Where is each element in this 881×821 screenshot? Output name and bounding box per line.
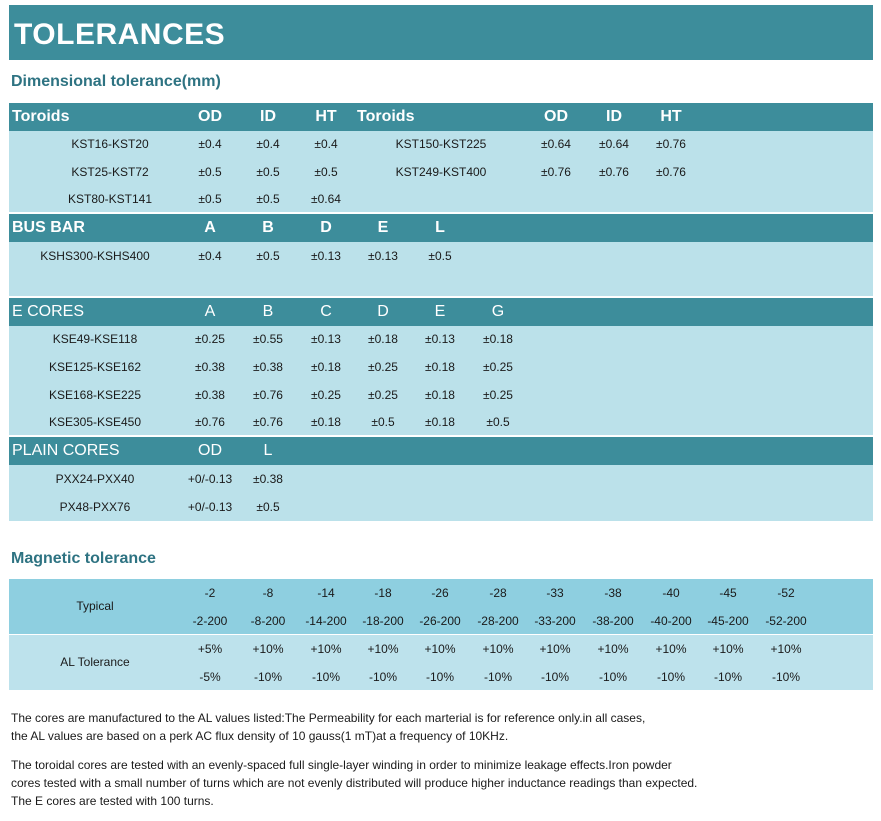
table-cell: -10%: [713, 670, 743, 684]
table-cell: -10%: [425, 670, 455, 684]
table-cell: -52-200: [765, 614, 807, 628]
table-cell: ±0.38: [195, 360, 225, 374]
table-cell: ±0.25: [483, 388, 513, 402]
table-cell: ±0.5: [256, 165, 280, 179]
plain-label: PLAIN CORES: [12, 442, 120, 459]
table-cell: ±0.76: [541, 165, 571, 179]
table-cell: +10%: [655, 642, 687, 656]
ecores-col-b: B: [262, 303, 274, 320]
table-cell: -26-200: [419, 614, 461, 628]
busbar-label: BUS BAR: [12, 219, 85, 236]
table-cell: ±0.25: [311, 388, 341, 402]
notes-line: The toroidal cores are tested with an evenly-spaced full single-layer winding in order to minimize leakage effects.Iron powder: [11, 758, 672, 772]
table-cell: +10%: [310, 642, 342, 656]
toroids-header: [9, 103, 873, 131]
table-cell: KST249-KST400: [395, 165, 487, 179]
table-cell: ±0.4: [314, 137, 338, 151]
ecores-header: [9, 298, 873, 326]
toroids-label-left: Toroids: [12, 108, 70, 125]
table-cell: -8-200: [250, 614, 286, 628]
table-cell: -10%: [540, 670, 570, 684]
plain-body: [9, 465, 873, 521]
busbar-col-a: A: [204, 219, 216, 236]
table-cell: ±0.18: [483, 332, 513, 346]
table-cell: ±0.76: [253, 388, 283, 402]
table-cell: ±0.13: [368, 249, 398, 263]
table-cell: ±0.64: [599, 137, 629, 151]
title-banner: [9, 5, 873, 60]
ecores-col-e: E: [434, 303, 446, 320]
table-cell: KST25-KST72: [71, 165, 149, 179]
table-cell: +10%: [367, 642, 399, 656]
notes-line: The E cores are tested with 100 turns.: [11, 794, 214, 808]
table-cell: -38-200: [592, 614, 634, 628]
table-cell: -33-200: [534, 614, 576, 628]
table-cell: -26: [431, 586, 449, 600]
table-cell: ±0.5: [314, 165, 338, 179]
table-cell: -14-200: [305, 614, 347, 628]
table-cell: -10%: [483, 670, 513, 684]
table-cell: ±0.76: [599, 165, 629, 179]
table-cell: ±0.13: [311, 249, 341, 263]
toroids-col-od: OD: [198, 108, 222, 125]
ecores-col-a: A: [204, 303, 216, 320]
notes-line: The cores are manufactured to the AL values listed:The Permeability for each marterial is for reference only.in all cases,: [11, 711, 646, 725]
table-cell: -18: [374, 586, 392, 600]
table-cell: +10%: [539, 642, 571, 656]
table-cell: KSHS300-KSHS400: [40, 249, 150, 263]
busbar-body: [9, 242, 873, 296]
table-cell: -28-200: [477, 614, 519, 628]
table-cell: ±0.38: [253, 360, 283, 374]
ecores-col-d: D: [377, 303, 389, 320]
table-cell: -10%: [311, 670, 341, 684]
table-cell: ±0.76: [656, 137, 686, 151]
table-cell: -40-200: [650, 614, 692, 628]
table-cell: KST150-KST225: [395, 137, 487, 151]
table-cell: ±0.18: [368, 332, 398, 346]
table-cell: ±0.76: [195, 415, 225, 429]
ecores-label: E CORES: [12, 303, 85, 320]
busbar-col-e: E: [377, 219, 389, 236]
table-cell: ±0.76: [253, 415, 283, 429]
table-cell: ±0.55: [253, 332, 283, 346]
table-cell: -28: [489, 586, 507, 600]
table-cell: KSE49-KSE118: [52, 332, 138, 346]
table-cell: ±0.4: [198, 249, 222, 263]
toroids-col-od-right: OD: [544, 108, 568, 125]
ecores-col-c: C: [320, 303, 332, 320]
page-title: TOLERANCES: [14, 18, 226, 51]
toroids-body: [9, 131, 873, 212]
typical-row: [9, 579, 873, 634]
busbar-col-d: D: [320, 219, 332, 236]
table-cell: -38: [604, 586, 622, 600]
table-cell: ±0.18: [311, 415, 341, 429]
table-cell: +10%: [712, 642, 744, 656]
table-cell: PX48-PXX76: [59, 500, 131, 514]
plain-col-l: L: [263, 442, 273, 459]
table-cell: +0/-0.13: [187, 472, 233, 486]
notes-line: cores tested with a small number of turns which are not evenly distributed will produce higher inductance readings than expected.: [11, 776, 698, 790]
table-cell: ±0.76: [656, 165, 686, 179]
busbar-col-l: L: [435, 219, 445, 236]
toroids-col-id: ID: [260, 108, 276, 125]
table-cell: +5%: [197, 642, 223, 656]
table-cell: -10%: [253, 670, 283, 684]
table-cell: ±0.64: [541, 137, 571, 151]
plain-header: [9, 437, 873, 465]
table-cell: -2-200: [192, 614, 228, 628]
table-cell: ±0.13: [311, 332, 341, 346]
table-cell: ±0.25: [368, 360, 398, 374]
table-cell: +0/-0.13: [187, 500, 233, 514]
ecores-col-g: G: [491, 303, 505, 320]
toroids-col-ht: HT: [315, 108, 337, 125]
table-cell: -10%: [598, 670, 628, 684]
table-cell: ±0.25: [368, 388, 398, 402]
table-cell: -45-200: [707, 614, 749, 628]
table-cell: ±0.5: [256, 192, 280, 206]
table-cell: -18-200: [362, 614, 404, 628]
notes-paragraph-2: [11, 756, 697, 810]
table-cell: -45: [719, 586, 737, 600]
table-cell: ±0.5: [428, 249, 452, 263]
table-cell: KSE305-KSE450: [48, 415, 142, 429]
al-tolerance-label: AL Tolerance: [60, 655, 130, 669]
table-cell: ±0.5: [371, 415, 395, 429]
table-cell: ±0.5: [486, 415, 510, 429]
table-cell: +10%: [482, 642, 514, 656]
table-cell: -5%: [199, 670, 221, 684]
table-cell: ±0.5: [256, 249, 280, 263]
table-cell: -8: [262, 586, 274, 600]
table-cell: -52: [777, 586, 795, 600]
table-cell: ±0.18: [311, 360, 341, 374]
table-cell: +10%: [252, 642, 284, 656]
table-cell: KST80-KST141: [67, 192, 153, 206]
table-cell: +10%: [597, 642, 629, 656]
table-cell: ±0.38: [195, 388, 225, 402]
table-cell: KSE125-KSE162: [48, 360, 142, 374]
table-cell: -33: [546, 586, 564, 600]
toroids-label-right: Toroids: [357, 108, 415, 125]
toroids-col-id-right: ID: [606, 108, 622, 125]
table-cell: ±0.25: [195, 332, 225, 346]
table-cell: -40: [662, 586, 680, 600]
table-cell: -10%: [368, 670, 398, 684]
table-cell: ±0.18: [425, 388, 455, 402]
plain-col-od: OD: [198, 442, 222, 459]
dimensional-title: Dimensional tolerance(mm): [11, 73, 221, 90]
busbar-col-b: B: [262, 219, 274, 236]
table-cell: ±0.64: [311, 192, 341, 206]
table-cell: ±0.18: [425, 415, 455, 429]
table-cell: ±0.5: [198, 192, 222, 206]
notes-line: the AL values are based on a perk AC flux density of 10 gauss(1 mT)at a frequency of 10KHz.: [11, 729, 509, 743]
table-cell: KST16-KST20: [71, 137, 149, 151]
busbar-header: [9, 214, 873, 242]
notes-paragraph-1: [11, 709, 645, 745]
table-cell: PXX24-PXX40: [55, 472, 135, 486]
toroids-col-ht-right: HT: [660, 108, 682, 125]
table-cell: +10%: [424, 642, 456, 656]
al-tolerance-row: [9, 635, 873, 690]
table-cell: ±0.4: [198, 137, 222, 151]
table-cell: ±0.13: [425, 332, 455, 346]
table-cell: ±0.5: [256, 500, 280, 514]
table-cell: +10%: [770, 642, 802, 656]
table-cell: ±0.38: [253, 472, 283, 486]
table-cell: -10%: [771, 670, 801, 684]
table-cell: ±0.18: [425, 360, 455, 374]
table-cell: ±0.4: [256, 137, 280, 151]
magnetic-title: Magnetic tolerance: [11, 550, 156, 567]
ecores-body: [9, 326, 873, 435]
table-cell: KSE168-KSE225: [48, 388, 142, 402]
table-cell: ±0.5: [198, 165, 222, 179]
table-cell: -2: [204, 586, 216, 600]
table-cell: -10%: [656, 670, 686, 684]
typical-label: Typical: [76, 599, 114, 613]
table-cell: -14: [317, 586, 335, 600]
table-cell: ±0.25: [483, 360, 513, 374]
